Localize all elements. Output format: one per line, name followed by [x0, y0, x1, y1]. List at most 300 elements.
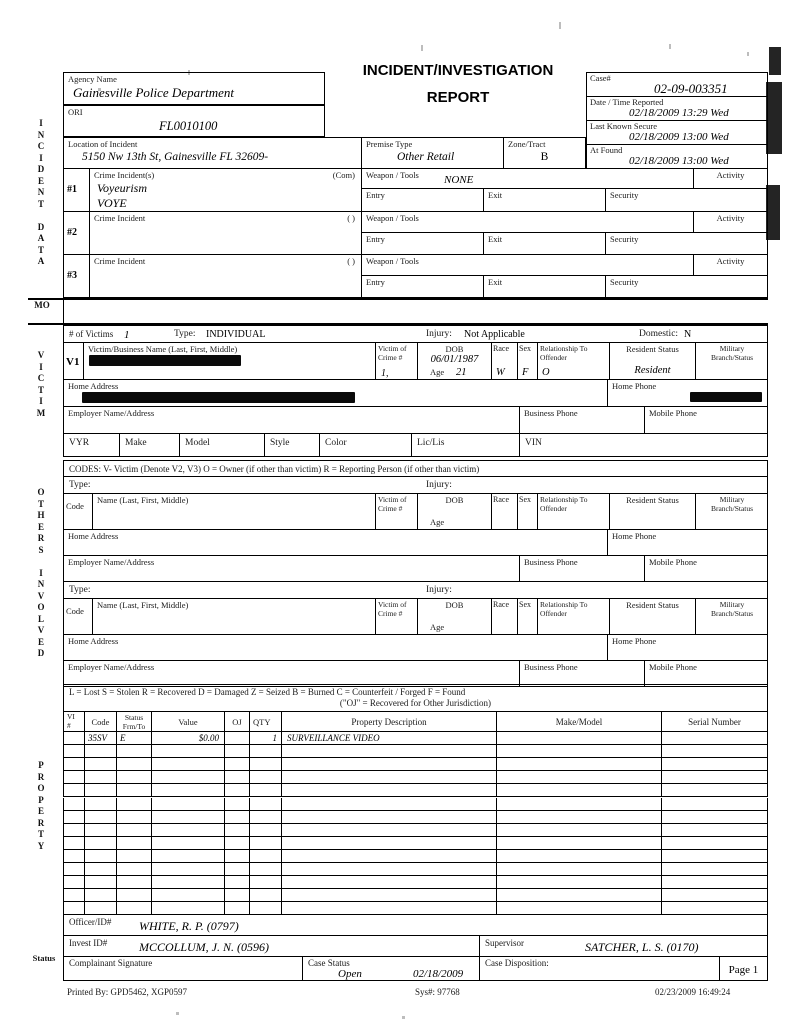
property-cell-qty	[250, 902, 282, 915]
others-2-home-address-label: Home Address	[68, 636, 119, 646]
property-cell-value	[152, 811, 225, 824]
property-cell-code	[85, 876, 117, 889]
case-status-date: 02/18/2009	[413, 968, 464, 980]
property-cell-serial	[662, 850, 768, 863]
property-cell-text: E	[120, 733, 126, 743]
section-label-victim: V I C T I M	[36, 350, 46, 418]
activity-3-field	[694, 255, 768, 276]
at-found-label: At Found	[590, 145, 623, 155]
report-title-line2: REPORT	[426, 89, 490, 106]
property-cell-description	[282, 850, 497, 863]
invest-value: MCCOLLUM, J. N. (0596)	[139, 940, 270, 954]
property-cell-make_model	[497, 784, 662, 797]
others-2-name-field	[93, 599, 376, 635]
property-cell-oj	[225, 889, 250, 902]
others-2-mobile-phone-label: Mobile Phone	[649, 662, 697, 672]
supervisor-field	[480, 936, 768, 957]
weapon-tools-2-label: Weapon / Tools	[366, 213, 419, 223]
victim-race-field	[492, 343, 518, 380]
property-cell-vi_num	[63, 771, 85, 784]
property-cell-serial	[662, 837, 768, 850]
activity-3-label: Activity	[716, 256, 745, 266]
section-label-mo: MO	[34, 300, 50, 310]
property-col-status	[117, 712, 152, 732]
agency-name-field	[63, 72, 325, 105]
ori-label: ORI	[68, 107, 83, 117]
location-value: 5150 Nw 13th St, Gainesville FL 32609-	[82, 151, 269, 163]
property-col-code	[85, 712, 117, 732]
invest-field	[63, 936, 480, 957]
victim-sex-value: F	[522, 367, 529, 378]
others-2-home-address-field	[63, 635, 608, 661]
property-cell-code	[85, 758, 117, 771]
property-cell-code	[85, 811, 117, 824]
others-2-code-field	[63, 599, 93, 635]
others-1-home-phone-label: Home Phone	[612, 531, 657, 541]
victim-name-redaction	[89, 355, 241, 366]
date-time-reported-field	[586, 97, 768, 121]
property-cell-description	[282, 824, 497, 837]
property-cell-qty	[250, 732, 282, 745]
others-2-military-field	[696, 599, 768, 635]
property-cell-serial	[662, 889, 768, 902]
sys-number-text: Sys#: 97768	[415, 987, 460, 997]
property-cell-qty	[250, 824, 282, 837]
victim-summary-row	[63, 325, 768, 343]
others-2-business-phone-label: Business Phone	[524, 662, 578, 672]
victim-type-label: Type:	[174, 329, 196, 339]
property-cell-text: 1	[272, 733, 277, 743]
property-cell-serial	[662, 811, 768, 824]
others-1-age-label: Age	[430, 517, 445, 527]
vehicle-style-label: Style	[270, 438, 290, 448]
property-cell-code	[85, 784, 117, 797]
victim-name-label: Victim/Business Name (Last, First, Middle)	[88, 344, 238, 354]
property-cell-qty	[250, 811, 282, 824]
victim-domestic-label: Domestic:	[639, 329, 679, 339]
victim-v1-label: V1	[66, 356, 80, 368]
invest-label: Invest ID#	[69, 938, 108, 948]
property-cell-status	[117, 771, 152, 784]
scan-speck	[669, 44, 671, 49]
scan-speck	[421, 45, 423, 51]
property-col-value	[152, 712, 225, 732]
vehicle-color-label: Color	[325, 438, 347, 448]
victim-employer-label: Employer Name/Address	[68, 408, 155, 418]
others-1-employer-field	[63, 556, 520, 582]
property-cell-oj	[225, 745, 250, 758]
exit-2-label: Exit	[488, 234, 503, 244]
property-cell-oj	[225, 876, 250, 889]
others-2-name-label: Name (Last, First, Middle)	[97, 600, 189, 610]
property-cell-oj	[225, 811, 250, 824]
others-1-victim-of-crime-field	[376, 494, 418, 530]
property-cell-make_model	[497, 889, 662, 902]
victim-dob-label: DOB	[445, 344, 464, 354]
property-cell-vi_num	[63, 745, 85, 758]
property-cell-value	[152, 902, 225, 915]
crime-row-number-2	[63, 212, 90, 255]
property-cell-serial	[662, 771, 768, 784]
others-2-type-label: Type:	[69, 585, 91, 595]
property-cell-value	[152, 745, 225, 758]
section-label-status: Status	[32, 953, 56, 963]
property-cell-oj	[225, 824, 250, 837]
exit-3-field	[484, 276, 606, 298]
property-cell-make_model	[497, 732, 662, 745]
last-known-secure-label: Last Known Secure	[590, 121, 658, 131]
vehicle-vin-field	[520, 434, 768, 457]
property-cell-oj	[225, 902, 250, 915]
others-1-victim-of-crime-label: Victim of Crime #	[378, 495, 407, 513]
property-cell-description	[282, 758, 497, 771]
others-2-sex-field	[518, 599, 538, 635]
others-2-victim-of-crime-label: Victim of Crime #	[378, 600, 407, 618]
crime-row-num-1: #1	[67, 184, 77, 195]
scan-artifact	[766, 82, 782, 154]
security-3-field	[606, 276, 768, 298]
victim-relationship-label: Relationship To Offender	[540, 344, 588, 362]
others-2-race-label: Race	[493, 600, 509, 609]
crime-incident-3-label: Crime Incident	[94, 256, 146, 266]
property-cell-qty	[250, 876, 282, 889]
case-disposition-field	[480, 957, 720, 981]
property-col-serial-label: Serial Number	[688, 717, 741, 727]
property-cell-description	[282, 732, 497, 745]
property-cell-status	[117, 889, 152, 902]
others-2-dob-field	[418, 599, 492, 635]
victim-race-label: Race	[493, 344, 509, 353]
vehicle-style-field	[265, 434, 320, 457]
property-cell-text: 35SV	[88, 733, 107, 743]
others-2-military-label: Military Branch/Status	[710, 600, 754, 618]
property-cell-status	[117, 798, 152, 811]
entry-3-field	[362, 276, 484, 298]
property-cell-oj	[225, 798, 250, 811]
ori-value: FL0010100	[159, 119, 218, 133]
property-cell-serial	[662, 745, 768, 758]
property-cell-oj	[225, 732, 250, 745]
property-cell-serial	[662, 784, 768, 797]
at-found-field	[586, 145, 768, 169]
mo-section-cell	[63, 298, 768, 325]
others-2-code-label: Code	[66, 606, 84, 616]
property-cell-serial	[662, 758, 768, 771]
crime-row-num-2: #2	[67, 227, 77, 238]
property-legend-line2: ("OJ" = Recovered for Other Jurisdiction)	[339, 698, 492, 708]
others-2-race-field	[492, 599, 518, 635]
zone-tract-value: B	[540, 151, 549, 163]
property-cell-vi_num	[63, 902, 85, 915]
security-3-label: Security	[610, 277, 639, 287]
vehicle-lic-label: Lic/Lis	[417, 438, 445, 448]
property-cell-vi_num	[63, 784, 85, 797]
at-found-value: 02/18/2009 13:00 Wed	[629, 155, 729, 167]
property-legend-line1: L = Lost S = Stolen R = Recovered D = Damaged Z = Seized B = Burned C = Counterfeit / Forged F = Found	[69, 687, 466, 697]
others-1-sex-label: Sex	[519, 495, 531, 504]
activity-2-field	[694, 212, 768, 233]
property-col-oj-label: OJ	[232, 717, 242, 727]
property-cell-vi_num	[63, 850, 85, 863]
premise-type-field	[362, 137, 504, 169]
property-cell-qty	[250, 850, 282, 863]
victim-resident-status-field	[610, 343, 696, 380]
property-col-qty-label: QTY	[253, 717, 271, 727]
others-1-employer-label: Employer Name/Address	[68, 557, 155, 567]
property-cell-status	[117, 732, 152, 745]
exit-1-label: Exit	[488, 190, 503, 200]
victim-home-address-redaction	[82, 392, 355, 403]
case-status-label: Case Status	[308, 958, 350, 968]
entry-1-field	[362, 189, 484, 212]
entry-2-field	[362, 233, 484, 255]
property-cell-status	[117, 850, 152, 863]
others-codes-legend	[63, 460, 768, 477]
victim-dob-value: 06/01/1987	[430, 354, 479, 365]
property-cell-oj	[225, 758, 250, 771]
property-cell-vi_num	[63, 863, 85, 876]
property-cell-description	[282, 863, 497, 876]
property-cell-serial	[662, 732, 768, 745]
property-col-description-label: Property Description	[351, 717, 427, 727]
others-2-relationship-field	[538, 599, 610, 635]
vehicle-vyr-field	[63, 434, 120, 457]
case-number-label: Case#	[590, 73, 611, 83]
property-cell-make_model	[497, 902, 662, 915]
property-cell-value	[152, 837, 225, 850]
case-status-value: Open	[338, 968, 362, 980]
victim-sex-field	[518, 343, 538, 380]
property-cell-oj	[225, 784, 250, 797]
property-cell-description	[282, 837, 497, 850]
property-cell-description	[282, 876, 497, 889]
others-1-mobile-phone-label: Mobile Phone	[649, 557, 697, 567]
property-cell-value	[152, 863, 225, 876]
scan-speck	[176, 1012, 179, 1015]
property-cell-description	[282, 771, 497, 784]
printed-by-text: Printed By: GPD5462, XGP0597	[67, 987, 188, 997]
victim-business-phone-label: Business Phone	[524, 408, 578, 418]
crime-incident-3-com: ( )	[347, 256, 355, 266]
others-1-resident-status-field	[610, 494, 696, 530]
scan-artifact	[766, 185, 780, 240]
weapon-tools-1-field	[362, 169, 694, 189]
others-2-age-label: Age	[430, 622, 445, 632]
property-cell-description	[282, 811, 497, 824]
property-cell-vi_num	[63, 811, 85, 824]
property-cell-qty	[250, 784, 282, 797]
entry-2-label: Entry	[366, 234, 385, 244]
exit-2-field	[484, 233, 606, 255]
others-1-mobile-phone-field	[645, 556, 768, 582]
crime-incident-3-field	[90, 255, 362, 298]
victim-injury-label: Injury:	[426, 329, 452, 339]
property-cell-status	[117, 824, 152, 837]
victim-employer-field	[63, 407, 520, 434]
others-1-dob-label: DOB	[445, 495, 464, 505]
supervisor-value: SATCHER, L. S. (0170)	[585, 940, 699, 954]
vehicle-make-label: Make	[125, 438, 147, 448]
vehicle-vin-label: VIN	[525, 438, 542, 448]
vehicle-lic-field	[412, 434, 520, 457]
property-cell-description	[282, 798, 497, 811]
victim-home-phone-field	[608, 380, 768, 407]
property-cell-vi_num	[63, 837, 85, 850]
property-cell-oj	[225, 837, 250, 850]
victim-race-value: W	[496, 367, 505, 378]
property-cell-code	[85, 771, 117, 784]
location-of-incident-field	[63, 137, 362, 169]
victim-v1-cell	[63, 343, 84, 380]
print-timestamp-text: 02/23/2009 16:49:24	[655, 987, 731, 997]
victim-age-value: 21	[456, 367, 467, 378]
property-cell-vi_num	[63, 824, 85, 837]
case-number-value: 02-09-003351	[654, 81, 728, 96]
others-1-home-address-label: Home Address	[68, 531, 119, 541]
victim-dob-field	[418, 343, 492, 380]
property-col-oj	[225, 712, 250, 732]
complainant-signature-field	[63, 957, 303, 981]
others-1-race-field	[492, 494, 518, 530]
property-cell-vi_num	[63, 732, 85, 745]
vehicle-make-field	[120, 434, 180, 457]
others-2-type-row	[63, 582, 768, 599]
property-cell-make_model	[497, 798, 662, 811]
property-cell-qty	[250, 745, 282, 758]
agency-name-value: Gainesville Police Department	[73, 85, 235, 100]
crime-row-number-3	[63, 255, 90, 298]
victim-name-field	[84, 343, 376, 380]
property-cell-status	[117, 811, 152, 824]
property-cell-serial	[662, 798, 768, 811]
property-cell-oj	[225, 771, 250, 784]
victim-home-address-field	[63, 380, 608, 407]
case-disposition-label: Case Disposition:	[485, 958, 549, 968]
property-col-value-label: Value	[178, 717, 198, 727]
case-number-field	[586, 72, 768, 97]
others-1-type-label: Type:	[69, 480, 91, 490]
property-cell-status	[117, 902, 152, 915]
victim-business-phone-field	[520, 407, 645, 434]
victim-resident-status-label: Resident Status	[626, 344, 679, 354]
property-cell-oj	[225, 863, 250, 876]
property-cell-description	[282, 784, 497, 797]
complainant-label: Complainant Signature	[69, 958, 153, 968]
property-cell-make_model	[497, 771, 662, 784]
property-cell-code	[85, 850, 117, 863]
crime-row-number-1	[63, 169, 90, 212]
activity-1-field	[694, 169, 768, 189]
property-cell-make_model	[497, 837, 662, 850]
victim-military-field	[696, 343, 768, 380]
officer-field	[63, 915, 768, 936]
others-1-military-field	[696, 494, 768, 530]
activity-1-label: Activity	[716, 170, 745, 180]
property-cell-code	[85, 824, 117, 837]
property-cell-value	[152, 758, 225, 771]
property-cell-code	[85, 863, 117, 876]
victim-sex-label: Sex	[519, 344, 531, 353]
others-2-home-phone-label: Home Phone	[612, 636, 657, 646]
exit-3-label: Exit	[488, 277, 503, 287]
vehicle-vyr-label: VYR	[69, 438, 90, 448]
activity-2-label: Activity	[716, 213, 745, 223]
property-cell-code	[85, 745, 117, 758]
property-cell-qty	[250, 889, 282, 902]
victim-of-crime-value: 1,	[381, 368, 389, 379]
entry-1-label: Entry	[366, 190, 385, 200]
scan-speck	[402, 1016, 405, 1019]
others-2-employer-label: Employer Name/Address	[68, 662, 155, 672]
property-col-description	[282, 712, 497, 732]
crime-incident-2-field	[90, 212, 362, 255]
section-label-incident-data: I N C I D E N T D A T A	[37, 118, 45, 266]
property-cell-code	[85, 798, 117, 811]
victim-military-label: Military Branch/Status	[710, 344, 754, 362]
page-number-field	[720, 957, 768, 981]
num-victims-value: 1	[124, 329, 130, 341]
premise-type-label: Premise Type	[366, 139, 413, 149]
crime-incident-2-label: Crime Incident	[94, 213, 146, 223]
others-1-code-field	[63, 494, 93, 530]
others-1-home-address-field	[63, 530, 608, 556]
report-title-line1: INCIDENT/INVESTIGATION	[362, 62, 554, 79]
property-cell-status	[117, 745, 152, 758]
property-cell-code	[85, 837, 117, 850]
victim-home-address-label: Home Address	[68, 381, 119, 391]
property-col-make-model	[497, 712, 662, 732]
premise-type-value: Other Retail	[397, 151, 455, 163]
victim-domestic-value: N	[684, 329, 692, 340]
property-cell-serial	[662, 902, 768, 915]
others-1-home-phone-field	[608, 530, 768, 556]
property-cell-qty	[250, 837, 282, 850]
location-label: Location of Incident	[68, 139, 138, 149]
property-col-vi-label: VI #	[67, 712, 75, 730]
others-1-type-row	[63, 477, 768, 494]
property-cell-description	[282, 745, 497, 758]
vehicle-color-field	[320, 434, 412, 457]
victim-home-phone-label: Home Phone	[612, 381, 657, 391]
property-legend	[63, 684, 768, 712]
num-victims-label: # of Victims	[69, 329, 114, 339]
property-cell-vi_num	[63, 889, 85, 902]
zone-tract-label: Zone/Tract	[508, 139, 546, 149]
victim-injury-value: Not Applicable	[464, 329, 525, 340]
others-2-resident-status-label: Resident Status	[626, 600, 679, 610]
property-cell-qty	[250, 758, 282, 771]
property-cell-status	[117, 837, 152, 850]
others-2-home-phone-field	[608, 635, 768, 661]
property-cell-make_model	[497, 758, 662, 771]
property-cell-make_model	[497, 745, 662, 758]
last-known-secure-field	[586, 121, 768, 145]
weapon-tools-1-label: Weapon / Tools	[366, 170, 419, 180]
property-cell-make_model	[497, 863, 662, 876]
security-1-field	[606, 189, 768, 212]
scan-speck	[747, 52, 749, 56]
property-cell-make_model	[497, 876, 662, 889]
property-cell-value	[152, 889, 225, 902]
property-cell-vi_num	[63, 798, 85, 811]
property-cell-status	[117, 784, 152, 797]
ori-field	[63, 105, 325, 137]
weapon-tools-2-field	[362, 212, 694, 233]
others-1-relationship-label: Relationship To Offender	[540, 495, 588, 513]
others-2-injury-label: Injury:	[426, 585, 452, 595]
property-cell-serial	[662, 863, 768, 876]
property-cell-status	[117, 758, 152, 771]
